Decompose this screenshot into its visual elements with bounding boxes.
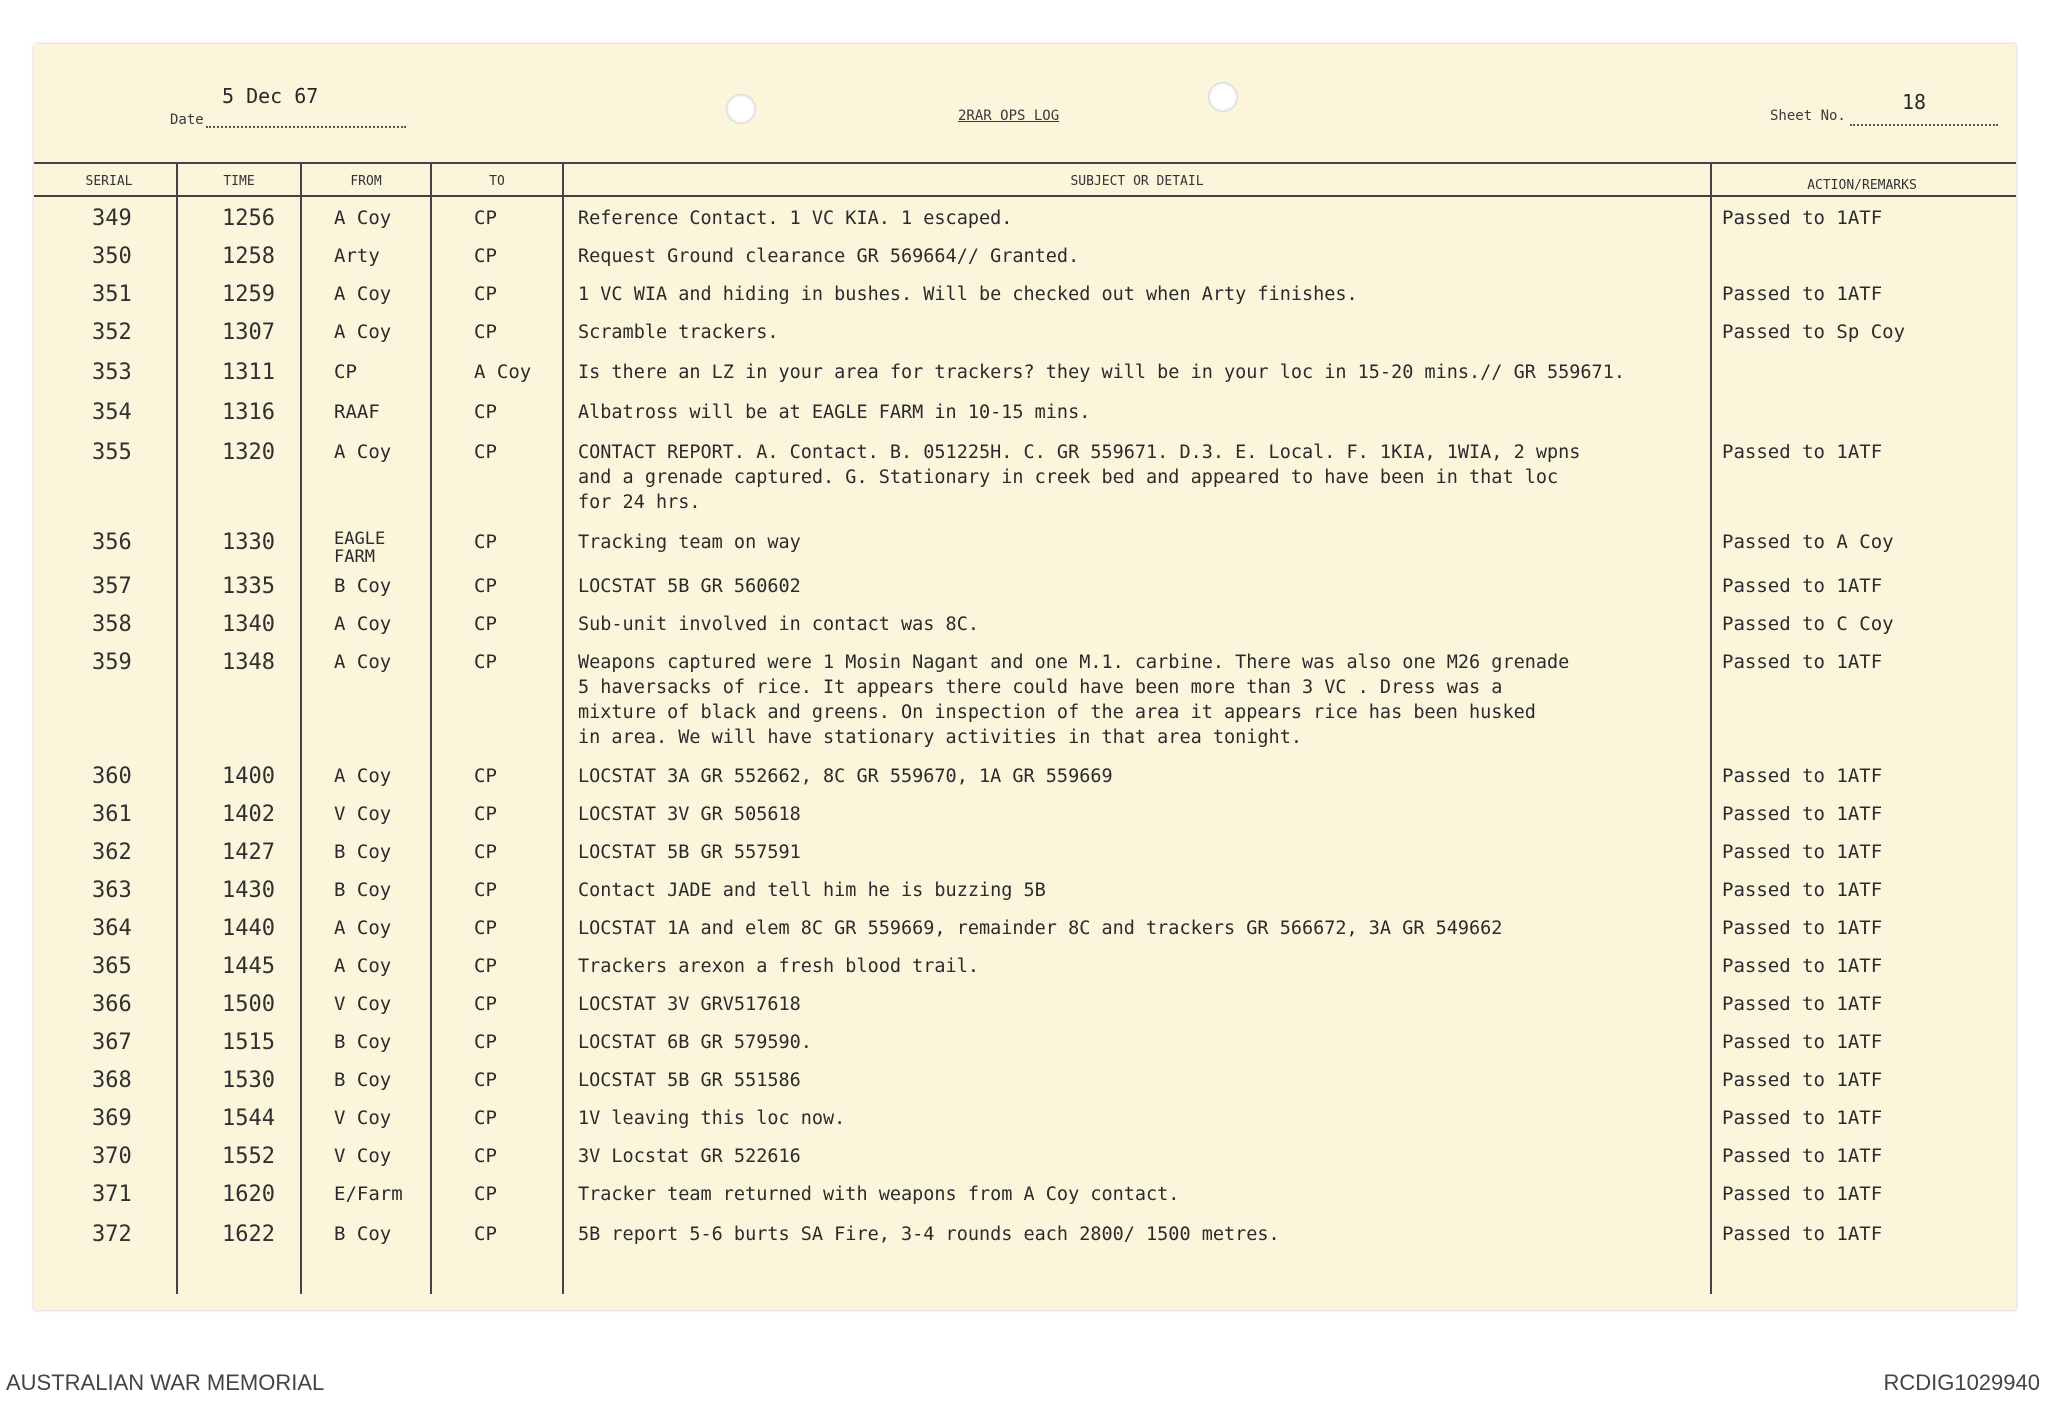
col-divider-3 [430,164,432,1294]
from-cell: A Coy [334,917,392,939]
to-cell: CP [474,441,497,463]
to-cell: CP [474,1069,497,1091]
serial-cell: 372 [92,1222,132,1247]
time-cell: 1544 [222,1106,275,1131]
col-detail: SUBJECT OR DETAIL [1070,174,1204,189]
serial-cell: 363 [92,878,132,903]
to-cell: A Coy [474,361,532,383]
log-sheet [34,44,2016,1310]
from-cell: V Coy [334,1145,392,1167]
detail-line: 3V Locstat GR 522616 [578,1146,801,1167]
detail-line: LOCSTAT 6B GR 579590. [578,1032,812,1053]
to-cell: CP [474,765,497,787]
detail-line: and a grenade captured. G. Stationary in creek bed and appeared to have been in that loc [578,467,1559,488]
serial-cell: 364 [92,916,132,941]
detail-line: Weapons captured were 1 Mosin Nagant and one M.1. carbine. There was also one M26 grenade [578,652,1570,673]
detail-line: 5 haversacks of rice. It appears there could have been more than 3 VC . Dress was a [578,677,1503,698]
time-cell: 1400 [222,764,275,789]
serial-cell: 357 [92,574,132,599]
to-cell: CP [474,207,497,229]
action-cell: Passed to 1ATF [1722,1223,1883,1245]
action-cell: Passed to 1ATF [1722,1183,1883,1205]
detail-line: CONTACT REPORT. A. Contact. B. 051225H. C. GR 559671. D.3. E. Local. F. 1KIA, 1WIA, 2 wpns [578,442,1581,463]
to-cell: CP [474,1107,497,1129]
action-cell: Passed to 1ATF [1722,917,1883,939]
detail-line: Contact JADE and tell him he is buzzing 5B [578,880,1046,901]
col-time: TIME [223,174,255,189]
time-cell: 1256 [222,206,275,231]
sheet-label: Sheet No. [1770,108,1846,124]
serial-cell: 349 [92,206,132,231]
time-cell: 1307 [222,320,275,345]
time-cell: 1622 [222,1222,275,1247]
action-cell: Passed to 1ATF [1722,575,1883,597]
from-cell: B Coy [334,1223,392,1245]
from-cell: E/Farm [334,1183,403,1205]
detail-line: for 24 hrs. [578,492,701,513]
from-cell: A Coy [334,321,392,343]
action-cell: Passed to 1ATF [1722,765,1883,787]
from-cell: EAGLE FARM [334,529,386,567]
time-cell: 1552 [222,1144,275,1169]
serial-cell: 351 [92,282,132,307]
from-cell: B Coy [334,1069,392,1091]
serial-cell: 350 [92,244,132,269]
detail-line: Albatross will be at EAGLE FARM in 10-15 mins. [578,402,1091,423]
from-cell: A Coy [334,441,392,463]
to-cell: CP [474,1183,497,1205]
action-cell: Passed to 1ATF [1722,955,1883,977]
serial-cell: 358 [92,612,132,637]
from-cell: A Coy [334,283,392,305]
from-cell: A Coy [334,955,392,977]
action-cell: Passed to 1ATF [1722,651,1883,673]
action-cell: Passed to 1ATF [1722,879,1883,901]
to-cell: CP [474,841,497,863]
sheet-dots [1850,124,1998,126]
action-cell: Passed to 1ATF [1722,1069,1883,1091]
time-cell: 1320 [222,440,275,465]
serial-cell: 356 [92,530,132,555]
from-cell: A Coy [334,207,392,229]
sheet-number: 18 [1902,90,1927,114]
detail-line: Tracker team returned with weapons from A Coy contact. [578,1184,1180,1205]
detail-line: Reference Contact. 1 VC KIA. 1 escaped. [578,208,1013,229]
serial-cell: 367 [92,1030,132,1055]
time-cell: 1348 [222,650,275,675]
action-cell: Passed to 1ATF [1722,993,1883,1015]
time-cell: 1258 [222,244,275,269]
time-cell: 1259 [222,282,275,307]
to-cell: CP [474,575,497,597]
to-cell: CP [474,879,497,901]
serial-cell: 370 [92,1144,132,1169]
action-cell: Passed to 1ATF [1722,803,1883,825]
col-to: TO [489,174,505,189]
to-cell: CP [474,993,497,1015]
punch-hole-left [726,94,756,124]
header-top-rule [34,162,2016,164]
to-cell: CP [474,917,497,939]
footer-left: AUSTRALIAN WAR MEMORIAL [6,1370,325,1395]
detail-line: Tracking team on way [578,532,801,553]
detail-line: 1 VC WIA and hiding in bushes. Will be checked out when Arty finishes. [578,284,1358,305]
serial-cell: 360 [92,764,132,789]
footer-right: RCDIG1029940 [1883,1370,2040,1395]
time-cell: 1402 [222,802,275,827]
from-cell: A Coy [334,651,392,673]
time-cell: 1500 [222,992,275,1017]
serial-cell: 361 [92,802,132,827]
time-cell: 1620 [222,1182,275,1207]
serial-cell: 366 [92,992,132,1017]
time-cell: 1427 [222,840,275,865]
time-cell: 1340 [222,612,275,637]
to-cell: CP [474,1145,497,1167]
action-cell: Passed to 1ATF [1722,1031,1883,1053]
time-cell: 1440 [222,916,275,941]
serial-cell: 359 [92,650,132,675]
to-cell: CP [474,1031,497,1053]
from-cell: CP [334,361,357,383]
action-cell: Passed to 1ATF [1722,841,1883,863]
action-cell: Passed to C Coy [1722,613,1894,635]
serial-cell: 355 [92,440,132,465]
detail-line: Request Ground clearance GR 569664// Granted. [578,246,1080,267]
col-divider-2 [300,164,302,1294]
action-cell: Passed to 1ATF [1722,207,1883,229]
date-dots [206,126,406,128]
from-cell: RAAF [334,401,380,423]
log-title: 2RAR OPS LOG [958,108,1060,124]
action-cell: Passed to 1ATF [1722,283,1883,305]
from-cell: A Coy [334,765,392,787]
time-cell: 1330 [222,530,275,555]
punch-hole-right [1208,82,1238,112]
to-cell: CP [474,283,497,305]
serial-cell: 362 [92,840,132,865]
detail-line: 5B report 5-6 burts SA Fire, 3-4 rounds each 2800/ 1500 metres. [578,1224,1280,1245]
detail-line: Sub-unit involved in contact was 8C. [578,614,979,635]
detail-line: LOCSTAT 3V GR 505618 [578,804,801,825]
time-cell: 1515 [222,1030,275,1055]
from-cell: V Coy [334,1107,392,1129]
col-divider-4 [562,164,564,1294]
action-cell: Passed to 1ATF [1722,1107,1883,1129]
action-cell: Passed to 1ATF [1722,1145,1883,1167]
from-cell: Arty [334,245,380,267]
date-value: 5 Dec 67 [222,84,319,108]
from-cell: B Coy [334,1031,392,1053]
action-cell: Passed to Sp Coy [1722,321,1906,343]
serial-cell: 369 [92,1106,132,1131]
action-cell: Passed to A Coy [1722,531,1894,553]
detail-line: Is there an LZ in your area for trackers? they will be in your loc in 15-20 mins.// GR 559671. [578,362,1625,383]
date-label: Date [170,112,204,128]
time-cell: 1335 [222,574,275,599]
serial-cell: 354 [92,400,132,425]
to-cell: CP [474,955,497,977]
from-cell: V Coy [334,993,392,1015]
to-cell: CP [474,531,497,553]
action-cell: Passed to 1ATF [1722,441,1883,463]
detail-line: mixture of black and greens. On inspection of the area it appears rice has been husked [578,702,1536,723]
col-divider-1 [176,164,178,1294]
time-cell: 1430 [222,878,275,903]
header-bottom-rule [34,195,2016,197]
from-cell: A Coy [334,613,392,635]
col-divider-5 [1710,164,1712,1294]
from-cell: B Coy [334,879,392,901]
detail-line: LOCSTAT 1A and elem 8C GR 559669, remainder 8C and trackers GR 566672, 3A GR 549662 [578,918,1503,939]
to-cell: CP [474,1223,497,1245]
col-from: FROM [350,174,382,189]
time-cell: 1311 [222,360,275,385]
from-cell: B Coy [334,575,392,597]
detail-line: in area. We will have stationary activities in that area tonight. [578,727,1302,748]
detail-line: Trackers arexon a fresh blood trail. [578,956,979,977]
detail-line: LOCSTAT 5B GR 551586 [578,1070,801,1091]
serial-cell: 352 [92,320,132,345]
detail-line: 1V leaving this loc now. [578,1108,846,1129]
col-serial: SERIAL [85,174,133,189]
to-cell: CP [474,245,497,267]
detail-line: LOCSTAT 5B GR 560602 [578,576,801,597]
detail-line: LOCSTAT 3V GRV517618 [578,994,801,1015]
to-cell: CP [474,613,497,635]
detail-line: LOCSTAT 3A GR 552662, 8C GR 559670, 1A GR 559669 [578,766,1113,787]
serial-cell: 365 [92,954,132,979]
time-cell: 1530 [222,1068,275,1093]
from-cell: B Coy [334,841,392,863]
col-action: ACTION/REMARKS [1807,178,1917,193]
serial-cell: 371 [92,1182,132,1207]
from-cell: V Coy [334,803,392,825]
to-cell: CP [474,401,497,423]
serial-cell: 368 [92,1068,132,1093]
time-cell: 1316 [222,400,275,425]
to-cell: CP [474,651,497,673]
to-cell: CP [474,321,497,343]
detail-line: LOCSTAT 5B GR 557591 [578,842,801,863]
time-cell: 1445 [222,954,275,979]
detail-line: Scramble trackers. [578,322,779,343]
serial-cell: 353 [92,360,132,385]
to-cell: CP [474,803,497,825]
